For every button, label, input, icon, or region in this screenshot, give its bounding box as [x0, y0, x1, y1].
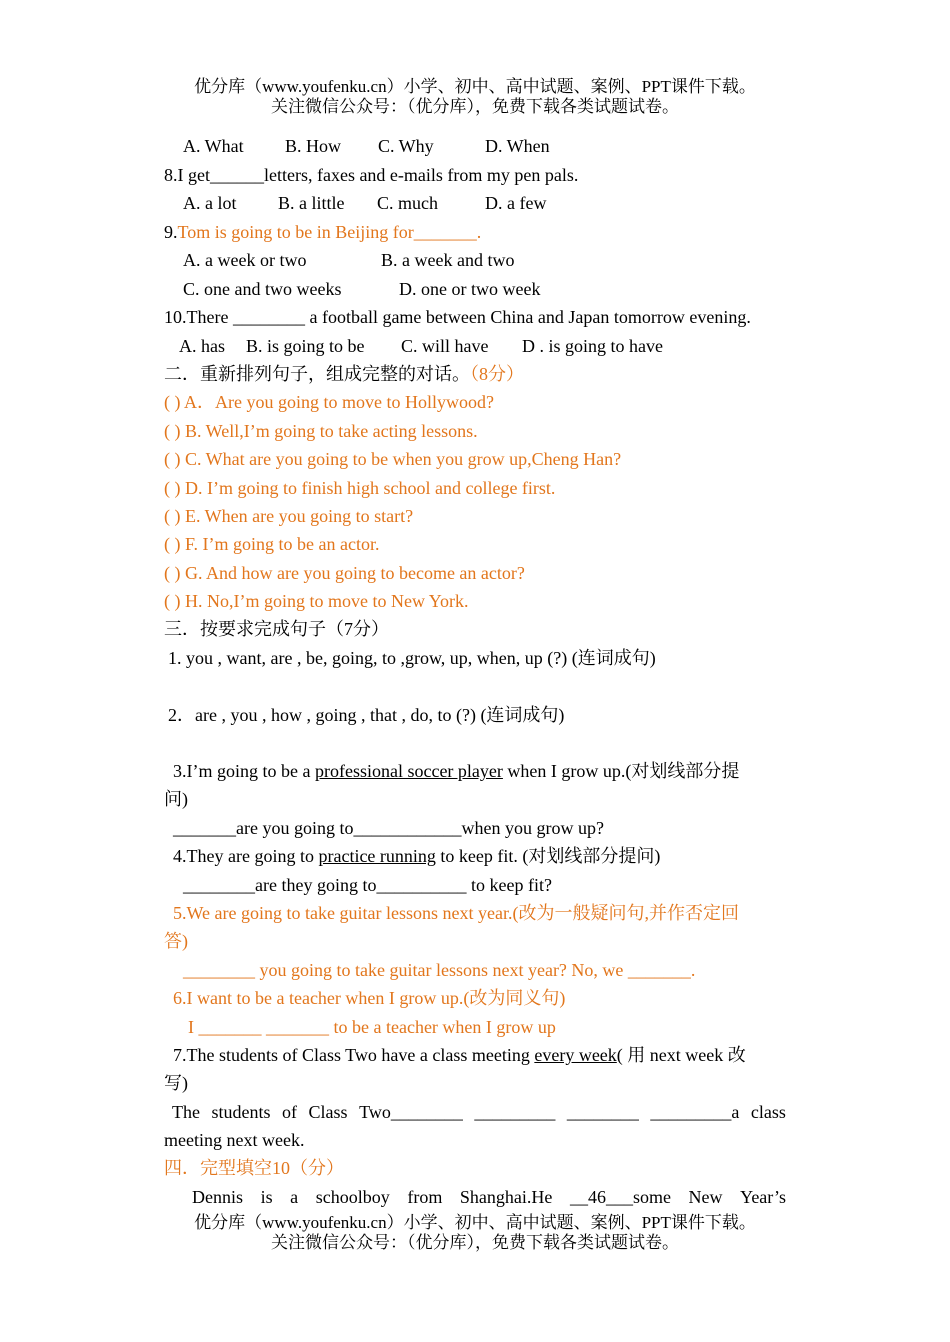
q9-number: 9. [164, 222, 178, 242]
q9-option-b: B. a week and two [381, 250, 515, 270]
s3-item-6-answer: I _______ _______ to be a teacher when I grow up [188, 1017, 556, 1037]
q7-option-c: C. Why [378, 136, 434, 156]
s3-item-7-word: ________ [566, 1102, 639, 1122]
dialogue-item-d: ( ) D. I’m going to finish high school and college first. [164, 478, 556, 498]
s3-item-3-post: when I grow up.(对划线部分提 [502, 761, 740, 781]
s3-item-7-word: students [211, 1102, 271, 1122]
dialogue-item-g: ( ) G. And how are you going to become an actor? [164, 563, 525, 583]
section2-title: 二．重新排列句子，组成完整的对话。 [164, 364, 470, 384]
s3-item-6: 6.I want to be a teacher when I grow up.(改为同义句) [173, 988, 566, 1008]
q10-option-d: D . is going to have [522, 336, 663, 356]
section3-title: 三．按要求完成句子（7分） [164, 619, 389, 639]
s3-item-4-post: to keep fit. (对划线部分提问) [435, 846, 661, 866]
q10-option-a: A. has [179, 336, 225, 356]
footer-line-1: 优分库（www.youfenku.cn）小学、初中、高中试题、案例、PPT课件下载。 [194, 1213, 756, 1232]
s3-item-3-underlined: professional soccer player [314, 761, 503, 781]
section4-score: 10（分） [272, 1158, 344, 1178]
s3-item-4-underlined: practice running [318, 846, 436, 866]
dialogue-item-f: ( ) F. I’m going to be an actor. [164, 534, 380, 554]
section4-title: 四．完型填空 [164, 1158, 272, 1178]
s3-item-7-pre: 7.The students of Class Two have a class meeting [173, 1045, 535, 1065]
q9-option-a: A. a week or two [183, 250, 307, 270]
s3-item-5: 5.We are going to take guitar lessons next year.(改为一般疑问句,并作否定回 [173, 903, 739, 923]
q8-stem: 8.I get______letters, faxes and e-mails from my pen pals. [164, 165, 579, 185]
s3-item-3-cont: 问) [164, 789, 188, 809]
s3-item-3-pre: 3.I’m going to be a [173, 761, 315, 781]
cloze-word: from [407, 1187, 443, 1207]
s3-item-7 [173, 1043, 746, 1067]
dialogue-item-e: ( ) E. When are you going to start? [164, 506, 414, 526]
dialogue-item-h: ( ) H. No,I’m going to move to New York. [164, 591, 469, 611]
q8-option-d: D. a few [485, 193, 547, 213]
q9-stem: Tom is going to be in Beijing for_______. [177, 222, 482, 242]
cloze-word: Dennis [192, 1187, 243, 1207]
s3-item-7-answer-cont: meeting next week. [164, 1130, 305, 1150]
s3-item-3-answer: _______are you going to____________when you grow up? [173, 818, 604, 838]
s3-item-7-word: _________ [474, 1102, 556, 1122]
cloze-word: New [688, 1187, 723, 1207]
s3-item-4-answer: ________are they going to__________ to keep fit? [183, 875, 552, 895]
q10-option-b: B. is going to be [246, 336, 365, 356]
s3-item-1: 1. you , want, are , be, going, to ,grow, up, when, up (?) (连词成句) [168, 648, 656, 668]
cloze-word: Shanghai.He [459, 1187, 553, 1207]
s3-item-7-underlined: every week [534, 1045, 617, 1065]
q8-option-a: A. a lot [183, 193, 237, 213]
cloze-word: a [290, 1187, 299, 1207]
q7-option-a: A. What [183, 136, 244, 156]
section2-heading [164, 362, 524, 386]
cloze-word: __46___some [569, 1187, 671, 1207]
q10-stem: 10.There ________ a football game between China and Japan tomorrow evening. [164, 307, 751, 327]
s3-item-2: 2．are , you , how , going , that , do, to (?) (连词成句) [168, 705, 565, 725]
q8-option-c: C. much [377, 193, 438, 213]
s3-item-5-cont: 答) [164, 931, 188, 951]
q9-option-c: C. one and two weeks [183, 279, 342, 299]
s3-item-7-word: of [282, 1102, 298, 1122]
header-line-2: 关注微信公众号：（优分库），免费下载各类试题试卷。 [271, 97, 679, 116]
cloze-word: is [260, 1187, 273, 1207]
dialogue-item-b: ( ) B. Well,I’m going to take acting lessons. [164, 421, 478, 441]
dialogue-item-a: ( ) A．Are you going to move to Hollywood? [164, 392, 494, 412]
q7-option-d: D. When [485, 136, 550, 156]
s3-item-5-answer: ________ you going to take guitar lessons next year? No, we _______. [183, 960, 696, 980]
s3-item-7-answer [172, 1100, 786, 1124]
q8-option-b: B. a little [278, 193, 345, 213]
s3-item-7-word: _________a [650, 1102, 740, 1122]
cloze-word: schoolboy [315, 1187, 390, 1207]
s3-item-4-pre: 4.They are going to [173, 846, 319, 866]
section2-score: （8分） [470, 364, 524, 384]
s3-item-3 [173, 759, 739, 783]
cloze-word: Year’s [740, 1187, 786, 1207]
s3-item-7-post: ( 用 next week 改 [616, 1045, 746, 1065]
q10-option-c: C. will have [401, 336, 489, 356]
cloze-passage-line [192, 1185, 786, 1209]
q7-option-b: B. How [285, 136, 342, 156]
q9-option-d: D. one or two week [399, 279, 541, 299]
header-line-1: 优分库（www.youfenku.cn）小学、初中、高中试题、案例、PPT课件下载。 [194, 77, 756, 96]
s3-item-7-word: Class [308, 1102, 348, 1122]
s3-item-4 [173, 844, 660, 868]
s3-item-7-cont: 写) [164, 1073, 188, 1093]
section4-heading [164, 1156, 344, 1180]
dialogue-item-c: ( ) C. What are you going to be when you grow up,Cheng Han? [164, 449, 622, 469]
q9-line [164, 220, 481, 244]
footer-line-2: 关注微信公众号：（优分库），免费下载各类试题试卷。 [271, 1233, 679, 1252]
s3-item-7-word: Two________ [359, 1102, 463, 1122]
s3-item-7-word: The [172, 1102, 200, 1122]
s3-item-7-word: class [750, 1102, 786, 1122]
